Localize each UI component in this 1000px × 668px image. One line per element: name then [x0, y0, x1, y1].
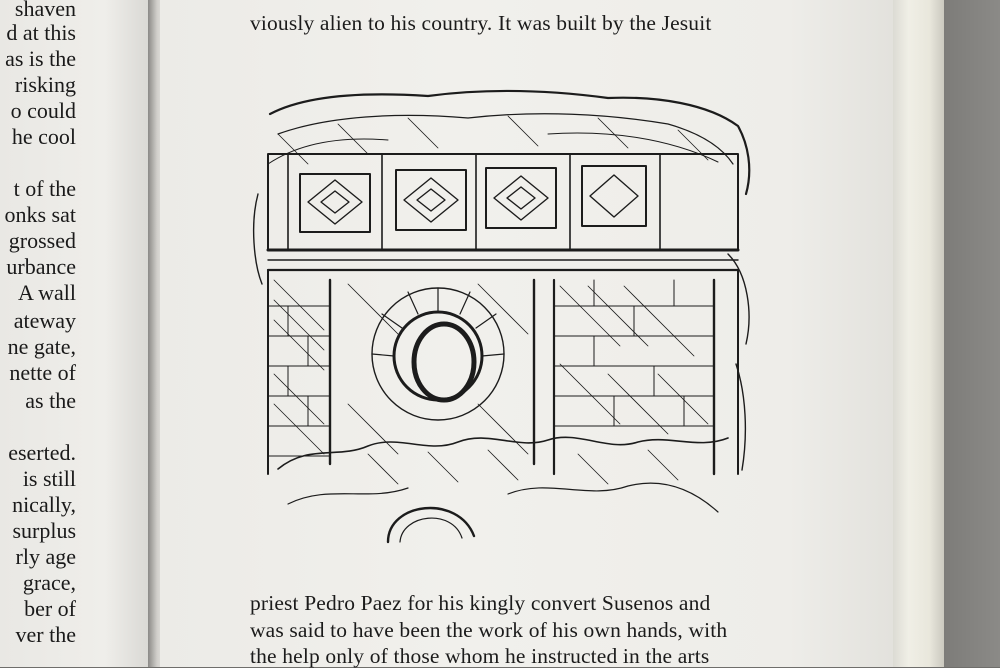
book-cover-edge — [893, 0, 945, 667]
left-page-line: nically, — [12, 492, 76, 517]
left-page-line: d at this — [6, 20, 76, 45]
left-page-line: nette of — [9, 360, 76, 385]
main-bottom-line: was said to have been the work of his own hands, with — [250, 618, 728, 642]
left-page-line: rly age — [15, 544, 76, 569]
gateway-illustration — [248, 74, 758, 552]
left-page-line: ver the — [15, 622, 76, 647]
left-page-line: surplus — [12, 518, 76, 543]
left-page-line: shaven — [14, 0, 76, 21]
left-page-line: he cool — [11, 124, 76, 149]
left-page-line: o could — [10, 98, 76, 123]
left-facing-page — [0, 0, 150, 667]
main-bottom-line: priest Pedro Paez for his kingly convert Susenos and — [250, 591, 711, 615]
left-page-line: onks sat — [4, 202, 76, 227]
left-page-line: grossed — [8, 228, 76, 253]
left-page-line: is still — [22, 466, 76, 491]
left-page-line: t of the — [13, 176, 76, 201]
left-page-line: ber of — [24, 596, 76, 621]
left-page-line: risking — [14, 72, 76, 97]
left-page-line: eserted. — [8, 440, 76, 465]
background-surface — [944, 0, 1000, 667]
left-page-line: urbance — [6, 254, 76, 279]
main-top-line: viously alien to his country. It was built by the Jesuit — [250, 11, 712, 35]
left-page-line: as the — [25, 388, 76, 413]
left-page-line: as is the — [5, 46, 76, 71]
left-page-line: A wall — [17, 280, 76, 305]
left-page-line: ne gate, — [7, 334, 76, 359]
left-page-line: ateway — [13, 308, 76, 333]
left-page-line: grace, — [22, 570, 76, 595]
main-bottom-line: the help only of those whom he instructed in the arts — [250, 644, 710, 668]
